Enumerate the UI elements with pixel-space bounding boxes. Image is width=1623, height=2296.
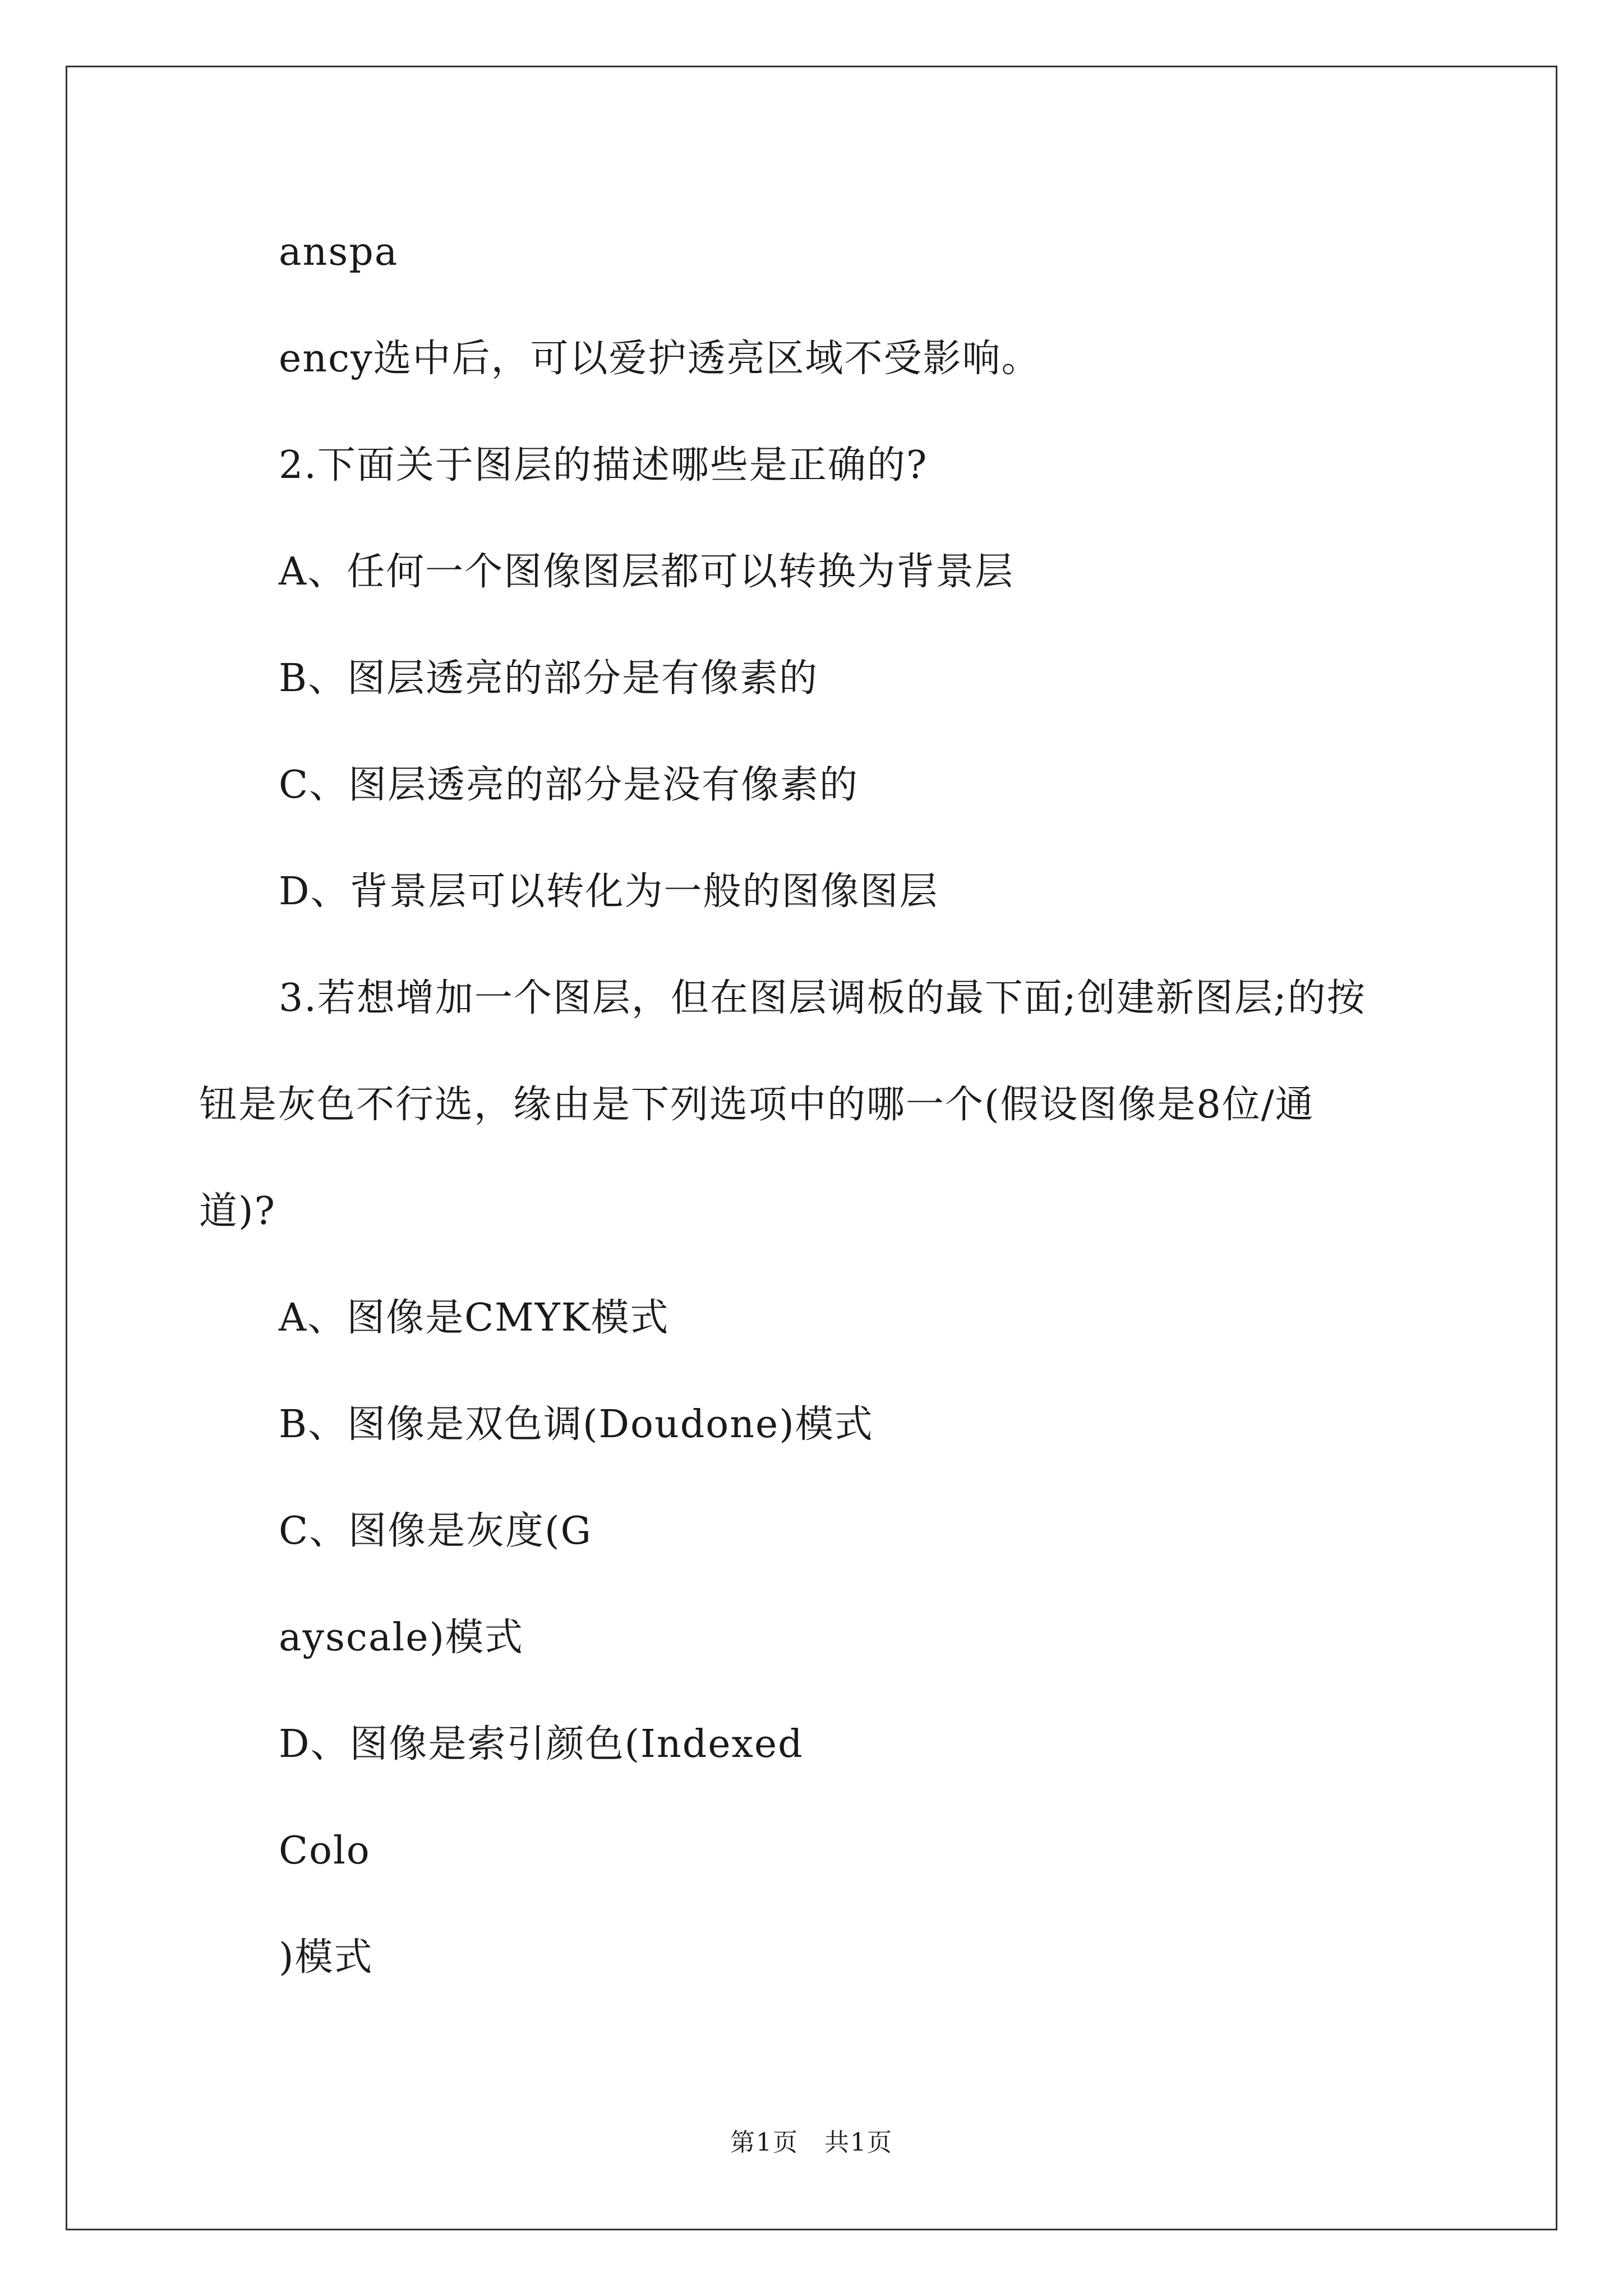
q3-option-d: D、图像是索引颜色(Indexed (279, 1722, 804, 1766)
q2-option-d: D、背景层可以转化为一般的图像图层 (279, 869, 939, 914)
text-line: anspa (279, 230, 399, 274)
question-2-title: 2.下面关于图层的描述哪些是正确的? (279, 443, 928, 487)
q2-option-b: B、图层透亮的部分是有像素的 (279, 656, 818, 701)
page-footer: 第1页 共1页 (730, 2128, 893, 2157)
text-line: ency选中后，可以爱护透亮区域不受影响。 (279, 337, 1041, 381)
q3-option-a: A、图像是CMYK模式 (279, 1296, 670, 1340)
question-3-continued: 钮是灰色不行选，缘由是下列选项中的哪一个(假设图像是8位/通 (199, 1083, 1315, 1127)
q3-option-c-continued: ayscale)模式 (279, 1616, 524, 1660)
q3-option-c: C、图像是灰度(G (279, 1509, 592, 1553)
q2-option-a: A、任何一个图像图层都可以转换为背景层 (279, 550, 1015, 594)
question-3-continued: 道)? (199, 1189, 276, 1234)
q2-option-c: C、图层透亮的部分是没有像素的 (279, 763, 859, 807)
page-border (66, 66, 1557, 2230)
q3-option-d-continued: )模式 (279, 1935, 374, 1980)
question-3-title: 3.若想增加一个图层，但在图层调板的最下面;创建新图层;的按 (279, 976, 1366, 1020)
q3-option-d-continued: Colo (279, 1829, 371, 1873)
q3-option-b: B、图像是双色调(Doudone)模式 (279, 1402, 874, 1447)
